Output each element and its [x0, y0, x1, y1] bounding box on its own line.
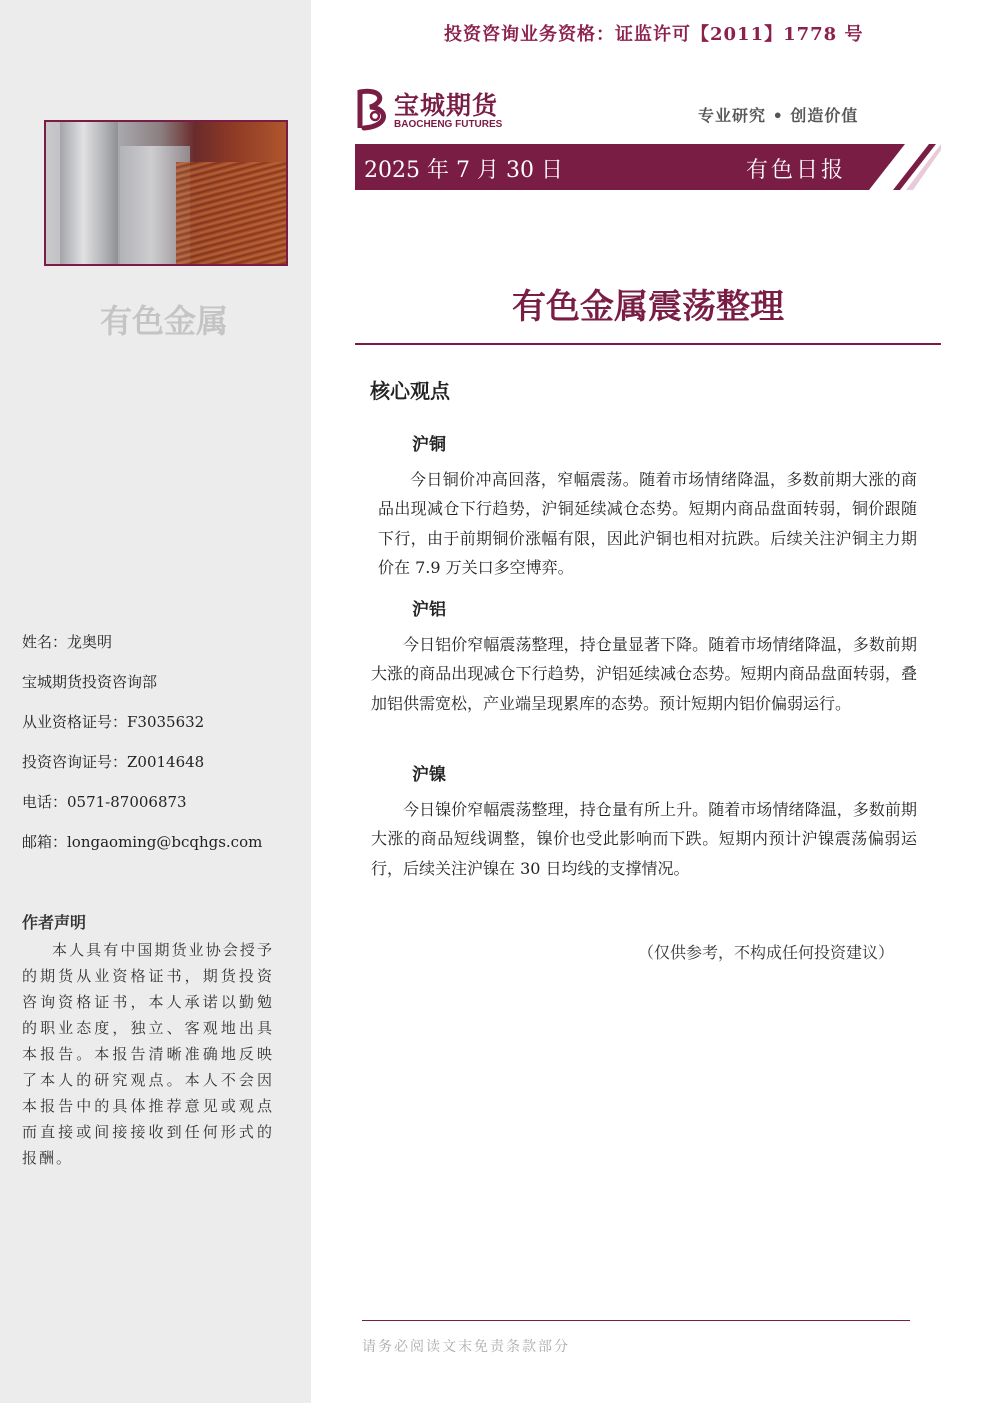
sector-label: 有色金属	[99, 302, 228, 340]
report-title: 有色金属震荡整理	[512, 287, 784, 327]
date-banner	[355, 144, 941, 190]
logo-mark-icon	[356, 86, 392, 132]
author-phone: 电话：0571-87006873	[22, 793, 187, 811]
author-name: 姓名：龙奥明	[22, 633, 113, 651]
nickel-heading: 沪镍	[412, 765, 446, 785]
copper-paragraph: 今日铜价冲高回落，窄幅震荡。随着市场情绪降温，多数前期大涨的商品出现减仓下行趋势，沪铜延续减仓态势。短期内商品盘面转弱，铜价跟随下行，由于前期铜价涨幅有限，因此沪铜也相对抗跌。后续关注沪铜主力期价在 7.9 万关口多空博弈。	[378, 470, 917, 578]
slogan: 专业研究 • 创造价值	[698, 106, 859, 125]
report-date: 2025 年 7 月 30 日	[364, 158, 563, 183]
author-consult-license: 投资咨询证号：Z0014648	[22, 753, 205, 771]
footer-divider	[362, 1320, 910, 1321]
logo-text-cn: 宝城期货	[394, 91, 499, 120]
footer-disclaimer: 请务必阅读文末免责条款部分	[362, 1339, 570, 1355]
copper-heading: 沪铜	[412, 435, 446, 455]
aluminum-paragraph: 今日铝价窄幅震荡整理，持仓量显著下降。随着市场情绪降温，多数前期大涨的商品出现减仓下行趋势，沪铝延续减仓态势。短期内商品盘面转弱，叠加铝供需宽松，产业端呈现累库的态势。预计短期内铝价偏弱运行。	[371, 635, 917, 713]
author-department: 宝城期货投资咨询部	[22, 673, 158, 691]
sidebar	[0, 0, 311, 1403]
company-logo	[356, 86, 526, 132]
statement-body: 本人具有中国期货业协会授予的期货从业资格证书，期货投资咨询资格证书，本人承诺以勤勉的职业态度，独立、客观地出具本报告。本报告清晰准确地反映了本人的研究观点。本人不会因本报告中的具体推荐意见或观点而直接或间接接收到任何形式的报酬。	[22, 941, 274, 1167]
statement-title: 作者声明	[22, 913, 87, 932]
section-heading: 核心观点	[370, 379, 450, 403]
aluminum-heading: 沪铝	[412, 600, 446, 620]
title-divider	[355, 343, 941, 345]
report-type: 有色日报	[746, 158, 847, 183]
nickel-paragraph: 今日镍价窄幅震荡整理，持仓量有所上升。随着市场情绪降温，多数前期大涨的商品短线调整，镍价也受此影响而下跌。短期内预计沪镍震荡偏弱运行，后续关注沪镍在 30 日均线的支撑情况。	[371, 800, 917, 878]
qualification-line: 投资咨询业务资格：证监许可【2011】1778 号	[444, 24, 864, 45]
reference-note: （仅供参考，不构成任何投资建议）	[638, 943, 895, 962]
logo-text-en: BAOCHENG FUTURES	[394, 119, 503, 130]
author-email[interactable]: 邮箱：longaoming@bcqhgs.com	[22, 833, 263, 851]
author-info	[22, 630, 262, 870]
author-license: 从业资格证号：F3035632	[22, 713, 205, 731]
cover-image	[44, 120, 288, 266]
